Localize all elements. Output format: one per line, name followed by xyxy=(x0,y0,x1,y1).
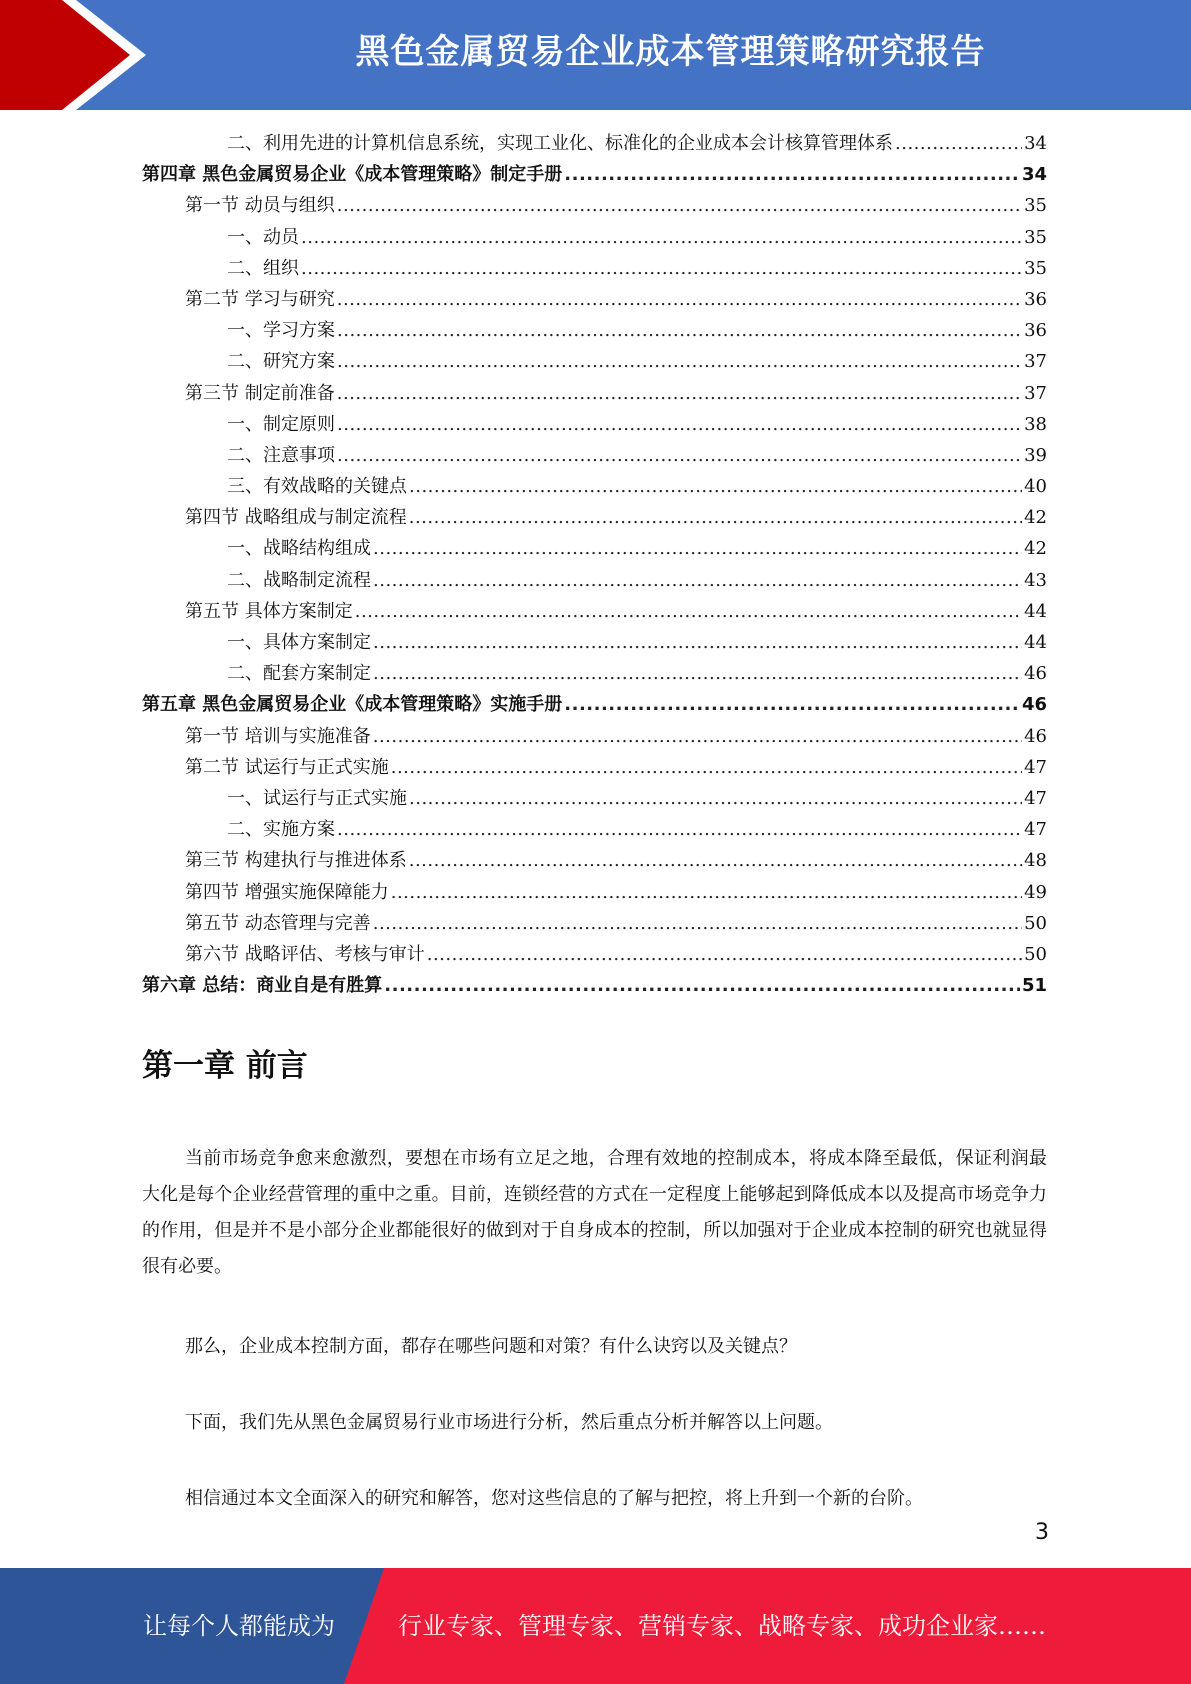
closing-paragraph: 相信通过本文全面深入的研究和解答，您对这些信息的了解与把控，将上升到一个新的台阶。 xyxy=(185,1488,923,1509)
toc-subsection-entry[interactable] xyxy=(142,814,1047,845)
toc-subsection-entry[interactable] xyxy=(142,222,1047,253)
toc-chapter-entry[interactable] xyxy=(142,970,1047,1001)
toc-dot-leader xyxy=(391,752,1022,783)
toc-dot-leader xyxy=(337,440,1022,471)
toc-section-entry[interactable] xyxy=(142,908,1047,939)
toc-page-number: 37 xyxy=(1024,351,1047,373)
toc-dot-leader xyxy=(301,222,1022,253)
toc-dot-leader xyxy=(427,939,1022,970)
page-footer xyxy=(0,1568,1191,1684)
toc-page-number: 40 xyxy=(1024,476,1047,498)
toc-subsection-entry[interactable] xyxy=(142,409,1047,440)
toc-entry-title: 第四节 战略组成与制定流程 xyxy=(185,507,407,529)
toc-entry-title: 第三节 构建执行与推进体系 xyxy=(185,850,407,872)
table-of-contents xyxy=(142,128,1047,1001)
toc-dot-leader xyxy=(337,814,1022,845)
toc-page-number: 34 xyxy=(1021,164,1047,186)
toc-entry-title: 第一节 培训与实施准备 xyxy=(185,725,371,747)
toc-page-number: 39 xyxy=(1024,444,1047,466)
toc-page-number: 47 xyxy=(1024,819,1047,841)
page-header xyxy=(0,0,1191,110)
toc-page-number: 46 xyxy=(1024,663,1047,685)
toc-page-number: 46 xyxy=(1021,694,1047,716)
toc-subsection-entry[interactable] xyxy=(142,128,1047,159)
page-number: 3 xyxy=(1035,1520,1049,1545)
toc-entry-title: 第二节 学习与研究 xyxy=(185,288,335,310)
toc-subsection-entry[interactable] xyxy=(142,346,1047,377)
toc-dot-leader xyxy=(337,315,1022,346)
toc-chapter-entry[interactable] xyxy=(142,159,1047,190)
footer-slogan-left: 让每个人都能成为 xyxy=(143,1612,335,1640)
toc-section-entry[interactable] xyxy=(142,877,1047,908)
toc-section-entry[interactable] xyxy=(142,939,1047,970)
toc-dot-leader xyxy=(564,689,1020,720)
toc-dot-leader xyxy=(384,970,1020,1001)
toc-entry-title: 二、利用先进的计算机信息系统，实现工业化、标准化的企业成本会计核算管理体系 xyxy=(227,133,893,154)
toc-page-number: 36 xyxy=(1024,288,1047,310)
toc-subsection-entry[interactable] xyxy=(142,471,1047,502)
toc-dot-leader xyxy=(373,658,1022,689)
toc-dot-leader xyxy=(301,253,1022,284)
toc-section-entry[interactable] xyxy=(142,284,1047,315)
toc-dot-leader xyxy=(391,877,1022,908)
toc-dot-leader xyxy=(409,783,1022,814)
toc-entry-title: 第四节 增强实施保障能力 xyxy=(185,881,389,903)
toc-section-entry[interactable] xyxy=(142,721,1047,752)
toc-subsection-entry[interactable] xyxy=(142,533,1047,564)
toc-dot-leader xyxy=(373,721,1022,752)
toc-entry-title: 二、研究方案 xyxy=(227,351,335,373)
toc-page-number: 38 xyxy=(1024,413,1047,435)
header-title: 黑色金属贸易企业成本管理策略研究报告 xyxy=(355,32,986,72)
toc-section-entry[interactable] xyxy=(142,752,1047,783)
toc-entry-title: 第六节 战略评估、考核与审计 xyxy=(185,943,425,965)
chapter-heading: 第一章 前言 xyxy=(142,1048,308,1084)
toc-entry-title: 第五章 黑色金属贸易企业《成本管理策略》实施手册 xyxy=(142,694,563,716)
toc-dot-leader xyxy=(409,471,1022,502)
toc-subsection-entry[interactable] xyxy=(142,627,1047,658)
toc-entry-title: 一、战略结构组成 xyxy=(227,538,371,560)
toc-dot-leader xyxy=(373,908,1022,939)
header-arrow-decoration xyxy=(0,0,150,110)
toc-dot-leader xyxy=(409,502,1022,533)
toc-page-number: 50 xyxy=(1024,912,1047,934)
toc-dot-leader xyxy=(337,190,1022,221)
toc-section-entry[interactable] xyxy=(142,378,1047,409)
toc-entry-title: 一、动员 xyxy=(227,226,299,248)
toc-section-entry[interactable] xyxy=(142,502,1047,533)
toc-subsection-entry[interactable] xyxy=(142,253,1047,284)
toc-section-entry[interactable] xyxy=(142,845,1047,876)
intro-paragraph: 当前市场竞争愈来愈激烈，要想在市场有立足之地，合理有效地的控制成本，将成本降至最低，保证利润最大化是每个企业经营管理的重中之重。目前，连锁经营的方式在一定程度上能够起到降低成本以及提高市场竞争力的作用，但是并不是小部分企业都能很好的做到对于自身成本的控制，所以加强对于企业成本控制的研究也就显得很有必要。 xyxy=(142,1148,1047,1277)
approach-paragraph: 下面，我们先从黑色金属贸易行业市场进行分析，然后重点分析并解答以上问题。 xyxy=(185,1412,833,1433)
toc-entry-title: 第五节 具体方案制定 xyxy=(185,600,353,622)
toc-page-number: 51 xyxy=(1021,975,1047,997)
toc-entry-title: 第六章 总结：商业自是有胜算 xyxy=(142,975,383,997)
footer-slogan-right: 行业专家、管理专家、营销专家、战略专家、成功企业家…… xyxy=(398,1612,1046,1640)
toc-page-number: 44 xyxy=(1024,632,1047,653)
toc-section-entry[interactable] xyxy=(142,596,1047,627)
toc-section-entry[interactable] xyxy=(142,190,1047,221)
toc-entry-title: 一、试运行与正式实施 xyxy=(227,787,407,809)
toc-entry-title: 第四章 黑色金属贸易企业《成本管理策略》制定手册 xyxy=(142,164,563,186)
toc-page-number: 44 xyxy=(1024,600,1047,622)
toc-entry-title: 第一节 动员与组织 xyxy=(185,195,335,217)
toc-page-number: 36 xyxy=(1024,320,1047,342)
toc-subsection-entry[interactable] xyxy=(142,783,1047,814)
toc-subsection-entry[interactable] xyxy=(142,658,1047,689)
toc-page-number: 47 xyxy=(1024,756,1047,778)
toc-entry-title: 二、注意事项 xyxy=(227,444,335,466)
toc-page-number: 48 xyxy=(1024,850,1047,872)
question-paragraph: 那么，企业成本控制方面，都存在哪些问题和对策？有什么诀窍以及关键点？ xyxy=(185,1336,797,1357)
toc-page-number: 35 xyxy=(1024,195,1047,217)
toc-page-number: 43 xyxy=(1024,569,1047,591)
toc-entry-title: 第五节 动态管理与完善 xyxy=(185,912,371,934)
toc-entry-title: 第二节 试运行与正式实施 xyxy=(185,756,389,778)
toc-dot-leader xyxy=(373,627,1022,658)
toc-dot-leader xyxy=(895,128,1022,159)
toc-page-number: 46 xyxy=(1024,725,1047,747)
toc-entry-title: 三、有效战略的关键点 xyxy=(227,476,407,498)
toc-entry-title: 第三节 制定前准备 xyxy=(185,382,335,404)
toc-entry-title: 二、实施方案 xyxy=(227,819,335,841)
toc-dot-leader xyxy=(337,284,1022,315)
toc-dot-leader xyxy=(337,378,1022,409)
toc-entry-title: 一、制定原则 xyxy=(227,413,335,435)
toc-entry-title: 二、配套方案制定 xyxy=(227,663,371,685)
toc-entry-title: 一、具体方案制定 xyxy=(227,632,371,653)
toc-entry-title: 二、战略制定流程 xyxy=(227,569,371,591)
toc-page-number: 35 xyxy=(1024,257,1047,279)
toc-subsection-entry[interactable] xyxy=(142,440,1047,471)
toc-page-number: 34 xyxy=(1024,133,1047,154)
toc-page-number: 35 xyxy=(1024,226,1047,248)
toc-dot-leader xyxy=(373,533,1022,564)
toc-entry-title: 二、组织 xyxy=(227,257,299,279)
toc-page-number: 50 xyxy=(1024,943,1047,965)
toc-chapter-entry[interactable] xyxy=(142,689,1047,720)
toc-dot-leader xyxy=(337,409,1022,440)
toc-dot-leader xyxy=(355,596,1022,627)
toc-entry-title: 一、学习方案 xyxy=(227,320,335,342)
toc-subsection-entry[interactable] xyxy=(142,565,1047,596)
toc-dot-leader xyxy=(373,565,1022,596)
toc-dot-leader xyxy=(409,845,1022,876)
toc-subsection-entry[interactable] xyxy=(142,315,1047,346)
toc-page-number: 42 xyxy=(1024,507,1047,529)
toc-page-number: 42 xyxy=(1024,538,1047,560)
toc-page-number: 49 xyxy=(1024,881,1047,903)
toc-dot-leader xyxy=(564,159,1020,190)
toc-page-number: 37 xyxy=(1024,382,1047,404)
toc-dot-leader xyxy=(337,346,1022,377)
toc-page-number: 47 xyxy=(1024,787,1047,809)
